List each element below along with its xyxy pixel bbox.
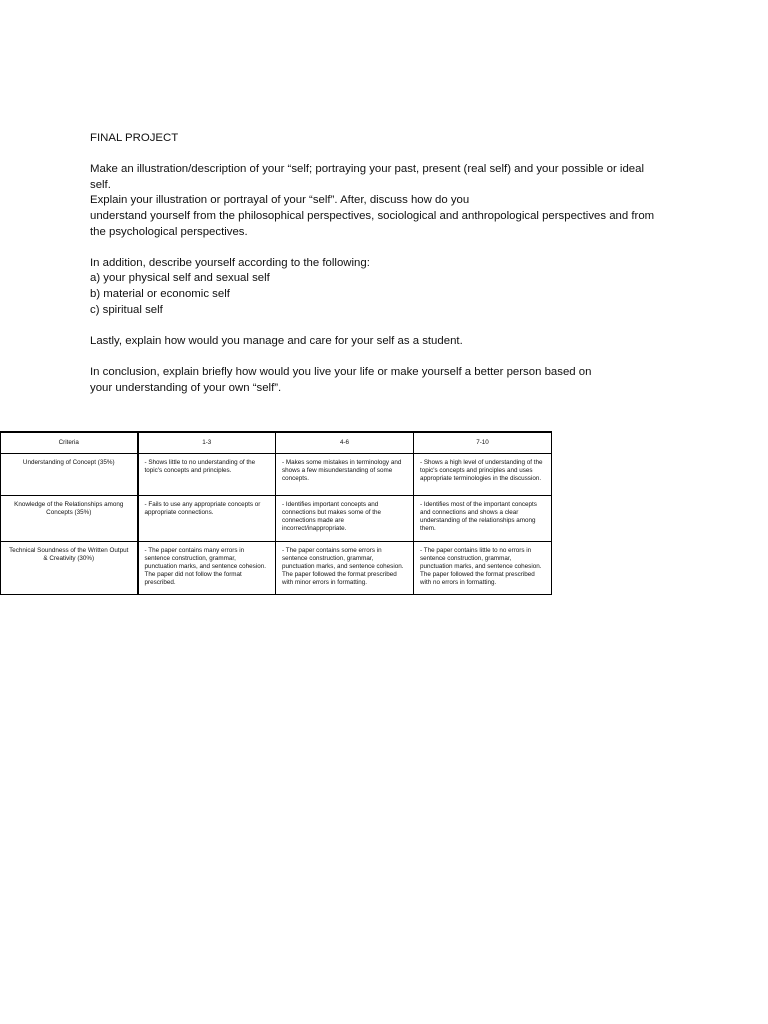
- score-mid-cell: - Identifies important concepts and connections but makes some of the connections made are incorrect/inappropriate.: [276, 496, 414, 542]
- paragraph-line: understand yourself from the philosophical perspectives, sociological and anthropological perspectives and from: [90, 209, 655, 222]
- list-item: c) spiritual self: [90, 303, 163, 316]
- paragraph-line: the psychological perspectives.: [90, 225, 248, 238]
- spacer: [90, 240, 680, 256]
- document-body: [90, 131, 680, 396]
- score-low-cell: - Shows little to no understanding of the topic's concepts and principles.: [138, 454, 276, 496]
- criteria-cell: Technical Soundness of the Written Output & Creativity (30%): [1, 542, 138, 595]
- rubric-table: [0, 431, 552, 595]
- spacer: [90, 318, 680, 334]
- score-high-cell: - Identifies most of the important concepts and connections and shows a clear understanding of the relationships among them.: [414, 496, 552, 542]
- paragraph-line: Explain your illustration or portrayal of your “self”. After, discuss how do you: [90, 194, 470, 207]
- paragraph-line: In conclusion, explain briefly how would you live your life or make yourself a better person based on: [90, 365, 592, 378]
- score-low-cell: - The paper contains many errors in sentence construction, grammar, punctuation marks, and sentence cohesion. The paper did not follow the format prescribed.: [138, 542, 276, 595]
- document-title: FINAL PROJECT: [90, 132, 179, 144]
- list-item: b) material or economic self: [90, 287, 230, 300]
- score-high-cell: - Shows a high level of understanding of the topic's concepts and principles and uses appropriate terminologies in the discussion.: [414, 454, 552, 496]
- criteria-cell: Knowledge of the Relationships among Concepts (35%): [1, 496, 138, 542]
- spacer: [90, 147, 680, 163]
- header-score-high: 7-10: [414, 432, 552, 454]
- spacer: [90, 349, 680, 365]
- score-low-cell: - Fails to use any appropriate concepts or appropriate connections.: [138, 496, 276, 542]
- paragraph-line: In addition, describe yourself according to the following:: [90, 256, 370, 269]
- paragraph-line: self.: [90, 178, 111, 191]
- score-mid-cell: - Makes some mistakes in terminology and shows a few misunderstanding of some concepts.: [276, 454, 414, 496]
- score-mid-cell: - The paper contains some errors in sentence construction, grammar, punctuation marks, and sentence cohesion. The paper followed the format prescribed with minor errors in formatting.: [276, 542, 414, 595]
- paragraph-line: Lastly, explain how would you manage and care for your self as a student.: [90, 334, 463, 347]
- paragraph-line: your understanding of your own “self”.: [90, 381, 282, 394]
- rubric-header-row: [1, 432, 552, 454]
- table-row: [1, 454, 552, 496]
- table-row: [1, 542, 552, 595]
- score-high-cell: - The paper contains little to no errors in sentence construction, grammar, punctuation marks, and sentence cohesion. The paper followed the format prescribed with no errors in formatting.: [414, 542, 552, 595]
- table-row: [1, 496, 552, 542]
- header-score-low: 1-3: [138, 432, 276, 454]
- list-item: a) your physical self and sexual self: [90, 272, 270, 285]
- paragraph-line: Make an illustration/description of your “self; portraying your past, present (real self) and your possible or ideal: [90, 163, 644, 176]
- header-criteria: Criteria: [1, 432, 138, 454]
- header-score-mid: 4-6: [276, 432, 414, 454]
- criteria-cell: Understanding of Concept (35%): [1, 454, 138, 496]
